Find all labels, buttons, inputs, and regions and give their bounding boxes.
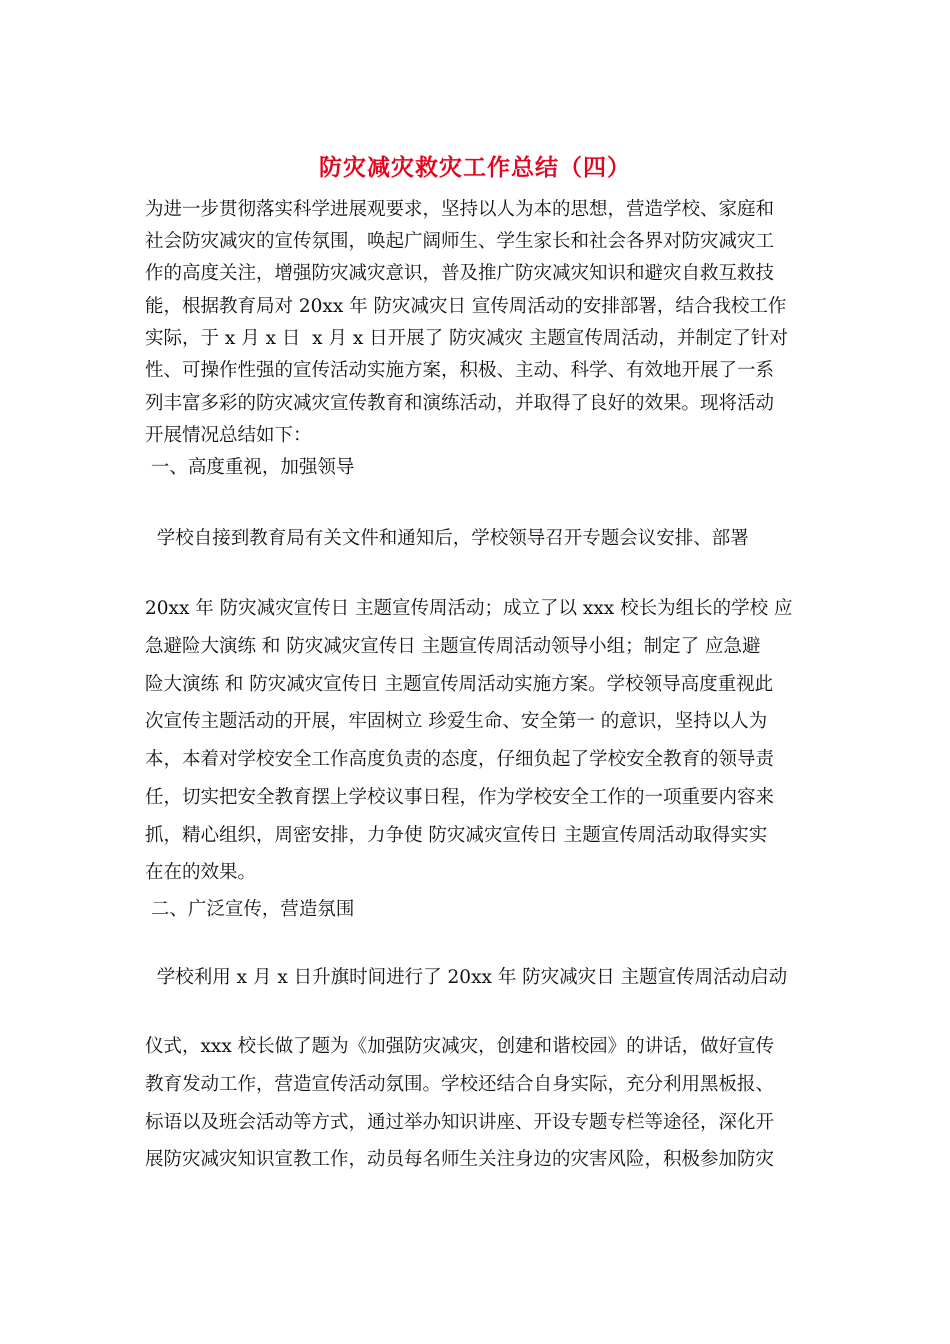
paragraph-2-line-3: 险大演练 和 防灾减灾宣传日 主题宣传周活动实施方案。学校领导高度重视此 xyxy=(145,674,774,695)
paragraph-1-line-9: 一、高度重视，加强领导 xyxy=(145,457,355,478)
paragraph-3-line-1: 仪式，xxx 校长做了题为《加强防灾减灾，创建和谐校园》的讲话，做好宣传 xyxy=(145,1036,775,1057)
paragraph-1-line-8: 开展情况总结如下： xyxy=(145,425,312,446)
paragraph-1-line-4: 能，根据教育局对 20xx 年 防灾减灾日 宣传周活动的安排部署，结合我校工作 xyxy=(145,296,787,317)
paragraph-3-line-3: 标语以及班会活动等方式，通过举办知识讲座、开设专题专栏等途径，深化开 xyxy=(145,1112,775,1133)
paragraph-2-line-7: 抓，精心组织，周密安排，力争使 防灾减灾宣传日 主题宣传周活动取得实实 xyxy=(145,825,768,846)
paragraph-1-line-7: 列丰富多彩的防灾减灾宣传教育和演练活动，并取得了良好的效果。现将活动 xyxy=(145,393,775,414)
paragraph-2-line-9: 二、广泛宣传，营造氛围 xyxy=(145,899,355,920)
document-title: 防灾减灾救灾工作总结（四） xyxy=(319,154,631,181)
paragraph-1-line-2: 社会防灾减灾的宣传氛围，唤起广阔师生、学生家长和社会各界对防灾减灾工 xyxy=(145,231,775,252)
paragraph-3-line-2: 教育发动工作，营造宣传活动氛围。学校还结合自身实际，充分利用黑板报、 xyxy=(145,1074,775,1095)
paragraph-2-line-6: 任，切实把安全教育摆上学校议事日程，作为学校安全工作的一项重要内容来 xyxy=(145,787,775,808)
section-heading-1: 学校自接到教育局有关文件和通知后，学校领导召开专题会议安排、部署 xyxy=(145,528,749,549)
paragraph-1-line-6: 性、可操作性强的宣传活动实施方案，积极、主动、科学、有效地开展了一系 xyxy=(145,360,775,381)
paragraph-1-line-3: 作的高度关注，增强防灾减灾意识，普及推广防灾减灾知识和避灾自救互救技 xyxy=(145,263,775,284)
paragraph-1-line-5: 实际，于 x 月 x 日 x 月 x 日开展了 防灾减灾 主题宣传周活动，并制定了针对 xyxy=(145,328,788,349)
paragraph-2-line-5: 本，本着对学校安全工作高度负责的态度，仔细负起了学校安全教育的领导责 xyxy=(145,749,775,770)
paragraph-2-line-2: 急避险大演练 和 防灾减灾宣传日 主题宣传周活动领导小组；制定了 应急避 xyxy=(145,636,761,657)
paragraph-2-line-4: 次宣传主题活动的开展，牢固树立 珍爱生命、安全第一 的意识，坚持以人为 xyxy=(145,711,768,732)
paragraph-1-line-1: 为进一步贯彻落实科学进展观要求，坚持以人为本的思想，营造学校、家庭和 xyxy=(145,199,775,220)
paragraph-2-line-8: 在在的效果。 xyxy=(145,862,257,883)
paragraph-2-line-1: 20xx 年 防灾减灾宣传日 主题宣传周活动；成立了以 xxx 校长为组长的学校 应 xyxy=(145,598,793,619)
section-heading-2: 学校利用 x 月 x 日升旗时间进行了 20xx 年 防灾减灾日 主题宣传周活动启动 xyxy=(145,967,788,988)
paragraph-3-line-4: 展防灾减灾知识宣教工作，动员每名师生关注身边的灾害风险，积极参加防灾 xyxy=(145,1149,775,1170)
